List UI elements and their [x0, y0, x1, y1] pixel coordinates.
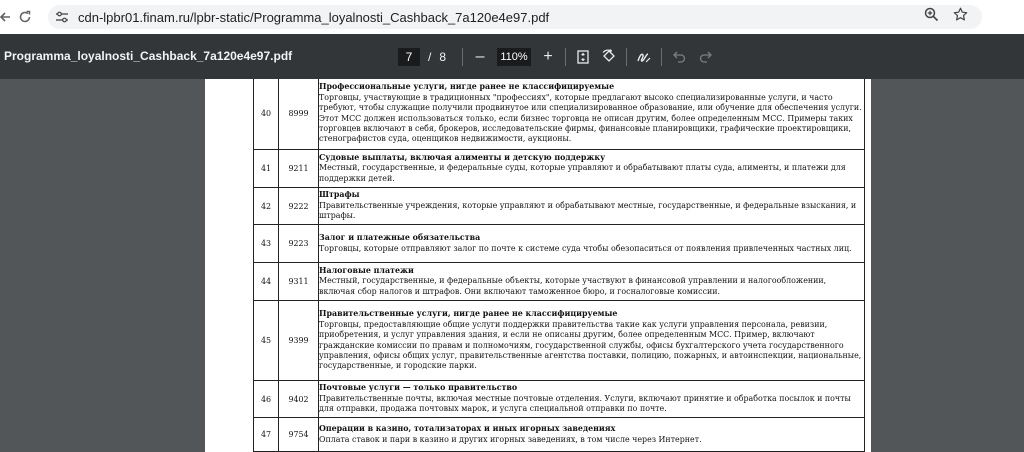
page-number-input[interactable]: 7: [398, 48, 420, 66]
zoom-level-input[interactable]: 110%: [497, 48, 531, 66]
table-row: [254, 225, 865, 263]
row-description: [319, 418, 865, 452]
table-row: [254, 418, 865, 452]
row-number: 40: [254, 79, 279, 150]
zoom-icon[interactable]: [924, 7, 939, 27]
mcc-table: [253, 79, 865, 452]
row-description: [319, 301, 865, 381]
category-text: Торговцы, участвующие в традиционных "профессиях", которые предлагают высоко специализированные услуги, и часто требуют, чтобы служащие получили продвинутое или специализированное образование, или обучение для обеспечения услуги. Этот МСС должен использоваться только, если бизнес торговца не описан другим, более определенным МСС. Примеры таких торговцев включают в себя, брокеров, исследовательские фирмы, финансовые планировщики, графические проектировщики, стенографистов суда, оценщиков недвижимости, аукционы.: [319, 92, 862, 144]
table-row: [254, 263, 865, 301]
row-number: 45: [254, 301, 279, 381]
category-title: Налоговые платежи: [319, 265, 414, 275]
row-description: [319, 188, 865, 225]
category-text: Местный, государственные, и федеральные объекты, которые участвуют в финансовой управлении и налогообложении, включая сбор налогов и штрафов. Они включают таможенное бюро, и госналоговые комиссии.: [319, 276, 827, 296]
site-info-icon[interactable]: [54, 9, 70, 25]
table-row: [254, 301, 865, 381]
row-number: 41: [254, 150, 279, 188]
mcc-code: 9223: [279, 225, 319, 263]
zoom-in-button[interactable]: +: [543, 47, 553, 65]
redo-icon[interactable]: [696, 51, 714, 63]
mcc-code: 9399: [279, 301, 319, 381]
row-description: [319, 79, 865, 150]
category-text: Местный, государственные, и федеральные суды, которые управляют и обрабатывают платы суда, алименты, и платежи для поддержки детей.: [319, 163, 846, 183]
row-number: 42: [254, 188, 279, 225]
toolbar-divider: [626, 48, 627, 66]
total-pages: 8: [439, 49, 447, 64]
category-title: Почтовые услуги — только правительство: [319, 383, 518, 393]
row-description: [319, 150, 865, 188]
toolbar-divider: [462, 48, 463, 66]
mcc-code: 9211: [279, 150, 319, 188]
category-title: Штрафы: [319, 190, 360, 200]
rotate-icon[interactable]: [600, 49, 618, 65]
pdf-viewport[interactable]: [0, 79, 1024, 452]
annotate-pen-icon[interactable]: [635, 50, 653, 64]
mcc-code: 8999: [279, 79, 319, 150]
document-title: Programma_loyalnosti_Cashback_7a120e4e97.pdf: [4, 49, 293, 63]
row-description: [319, 381, 865, 418]
table-row: [254, 381, 865, 418]
mcc-code: 9222: [279, 188, 319, 225]
category-title: Операции в казино, тотализаторах и иных игорных заведениях: [319, 424, 616, 434]
category-text: Торговцы, предоставляющие общие услуги поддержки правительства такие как услуги управления персонала, ревизии, приобретения, и услуг управления здания, и если не описаны другим, более определенным МСС. Пример, включают гражданские комиссии по правам и полномочиям, государственной службы, офисы бухгалтерского учета государственного управления, офисы общих услуг, правительственные агентства поставки, полицию, пожарных, и автоинспекции, национальные, государственные, и городские парки.: [319, 319, 862, 371]
reload-icon[interactable]: [14, 6, 36, 28]
undo-icon[interactable]: [670, 51, 688, 63]
category-text: Правительственные почты, включая местные почтовые отделения. Услуги, включают принятие и обработка посылок и почты для отправки, продажа почтовых марок, и услуга специальной отправки по почте.: [319, 393, 851, 414]
star-icon[interactable]: [953, 7, 968, 27]
toolbar-divider: [565, 48, 566, 66]
page-separator: /: [428, 49, 432, 64]
category-title: Правительственные услуги, нигде ранее не классифицируемые: [319, 309, 618, 319]
category-text: Оплата ставок и пари в казино и других игорных заведениях, в том числе через Интернет.: [319, 434, 702, 444]
row-number: 43: [254, 225, 279, 263]
row-description: [319, 225, 865, 263]
url-text[interactable]: cdn-lpbr01.finam.ru/lpbr-static/Programma_loyalnosti_Cashback_7a120e4e97.pdf: [78, 9, 550, 25]
toolbar-controls: [398, 34, 714, 79]
browser-toolbar: [0, 0, 1024, 35]
category-text: Правительственные учреждения, которые управляют и обрабатывают местные, государственные, и федеральные взыскания, и штрафы.: [319, 200, 857, 221]
pdf-page: [205, 79, 871, 452]
category-title: Судовые выплаты, включая алименты и детскую поддержку: [319, 152, 606, 162]
table-row: [254, 79, 865, 150]
mcc-code: 9311: [279, 263, 319, 301]
mcc-code: 9754: [279, 418, 319, 452]
row-number: 44: [254, 263, 279, 301]
row-number: 47: [254, 418, 279, 452]
fit-page-icon[interactable]: [574, 50, 592, 64]
table-row: [254, 188, 865, 225]
address-bar[interactable]: [48, 5, 982, 29]
zoom-out-button[interactable]: –: [475, 47, 485, 65]
mcc-code: 9402: [279, 381, 319, 418]
category-title: Профессиональные услуги, нигде ранее не классифицируемые: [319, 82, 615, 92]
table-row: [254, 150, 865, 188]
pdf-toolbar: [0, 34, 1024, 79]
category-text: Торговцы, которые отправляют залог по почте к системе суда чтобы обезопаситься от появления привлеченных частных лиц.: [319, 243, 852, 253]
row-number: 46: [254, 381, 279, 418]
row-description: [319, 263, 865, 301]
category-title: Залог и платежные обязательства: [319, 233, 481, 243]
toolbar-divider: [661, 48, 662, 66]
